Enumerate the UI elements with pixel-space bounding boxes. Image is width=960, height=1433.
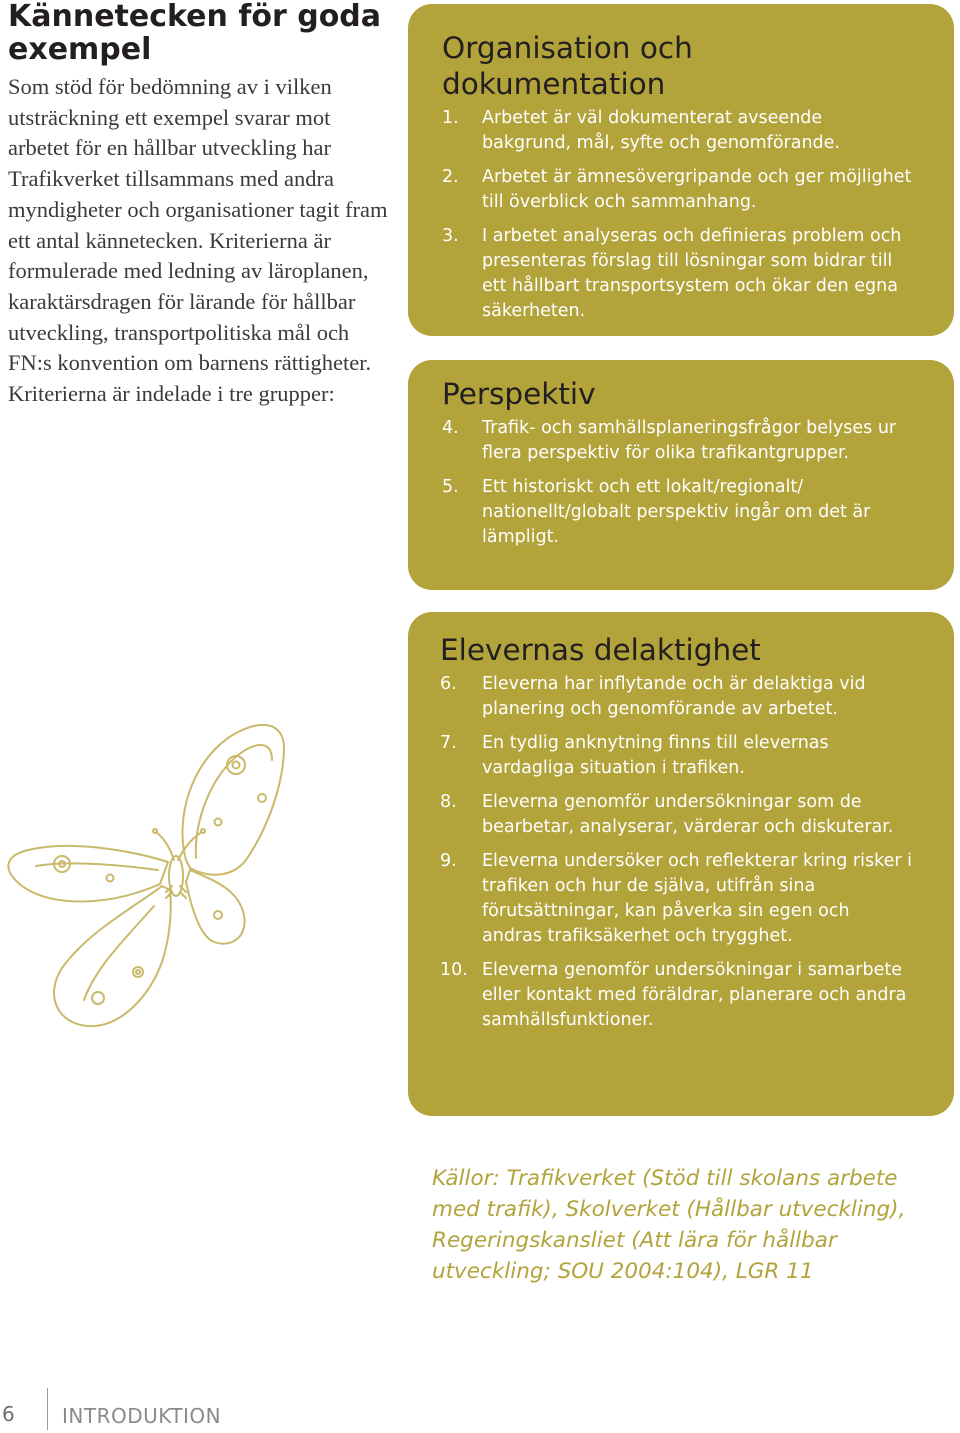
intro-title: Kännetecken för goda exempel <box>8 0 382 67</box>
criteria-item <box>440 731 914 781</box>
criteria-item <box>440 790 914 840</box>
page-number: 6 <box>2 1402 15 1426</box>
criteria-number: 6. <box>440 674 457 694</box>
criteria-text: Eleverna har inflytande och är delaktiga vid planering och genomförande av arbetet. <box>482 674 866 719</box>
criteria-number: 10. <box>440 960 468 980</box>
criteria-number: 9. <box>440 851 457 871</box>
criteria-text: Arbetet är väl dokumenterat avseende bakgrund, mål, syfte och genomförande. <box>482 108 840 153</box>
criteria-number: 1. <box>442 108 459 128</box>
criteria-text: Eleverna genomför undersökningar som de bearbetar, analyserar, värderar och diskuterar. <box>482 792 894 837</box>
criteria-item <box>440 849 914 949</box>
criteria-item <box>442 106 914 156</box>
criteria-list <box>440 672 914 1033</box>
criteria-text: Arbetet är ämnesövergripande och ger möjlighet till överblick och sammanhang. <box>482 167 912 212</box>
criteria-card-organisation <box>408 4 954 336</box>
criteria-number: 3. <box>442 226 459 246</box>
criteria-list <box>442 416 914 550</box>
criteria-card-delaktighet <box>408 612 954 1116</box>
butterfly-icon <box>0 710 360 1040</box>
criteria-item <box>442 416 914 466</box>
criteria-item <box>440 958 914 1033</box>
criteria-text: Eleverna genomför undersökningar i samarbete eller kontakt med föräldrar, planerare och andra samhällsfunktioner. <box>482 960 907 1030</box>
criteria-text: Trafik- och samhällsplaneringsfrågor belyses ur flera perspektiv för olika trafikantgrupper. <box>482 418 897 463</box>
criteria-number: 7. <box>440 733 457 753</box>
card-title: Organisation och dokumentation <box>442 31 693 101</box>
criteria-text: I arbetet analyseras och definieras problem och presenteras förslag till lösningar som bidrar till ett hållbart transportsystem och ökar den egna säkerheten. <box>482 226 902 321</box>
footer-divider <box>47 1388 48 1430</box>
card-title: Perspektiv <box>442 377 596 411</box>
criteria-item <box>442 224 914 324</box>
criteria-item <box>440 672 914 722</box>
criteria-item <box>442 475 914 550</box>
criteria-list <box>442 106 914 324</box>
criteria-number: 4. <box>442 418 459 438</box>
sources-text: Källor: Trafikverket (Stöd till skolans arbete med trafik), Skolverket (Hållbar utveckling), Regeringskansliet (Att lära för hållbar utveckling; SOU 2004:104), LGR 11 <box>432 1166 906 1284</box>
criteria-number: 8. <box>440 792 457 812</box>
criteria-text: En tydlig anknytning finns till elevernas vardagliga situation i trafiken. <box>482 733 829 778</box>
section-label: INTRODUKTION <box>62 1404 222 1428</box>
criteria-text: Ett historiskt och ett lokalt/regionalt/ nationellt/globalt perspektiv ingår om det är lämpligt. <box>482 477 871 547</box>
criteria-number: 5. <box>442 477 459 497</box>
intro-body: Som stöd för bedömning av i vilken utsträckning ett exempel svarar mot arbetet för en hållbar utveckling har Trafikverket tillsammans med andra myndigheter och organisationer tagit fram ett antal kännetecken. Kriterierna är formulerade med ledning av läroplanen, karaktärsdragen för lärande för hållbar utveckling, transportpolitiska mål och FN:s konvention om barnens rättigheter. Kriterierna är indelade i tre grupper: <box>8 74 388 407</box>
card-title: Elevernas delaktighet <box>440 633 761 667</box>
criteria-item <box>442 165 914 215</box>
criteria-card-perspektiv <box>408 360 954 590</box>
criteria-text: Eleverna undersöker och reflekterar kring risker i trafiken och hur de själva, utifrån sina förutsättningar, kan påverka sin egen och andras trafiksäkerhet och trygghet. <box>482 851 912 946</box>
criteria-number: 2. <box>442 167 459 187</box>
